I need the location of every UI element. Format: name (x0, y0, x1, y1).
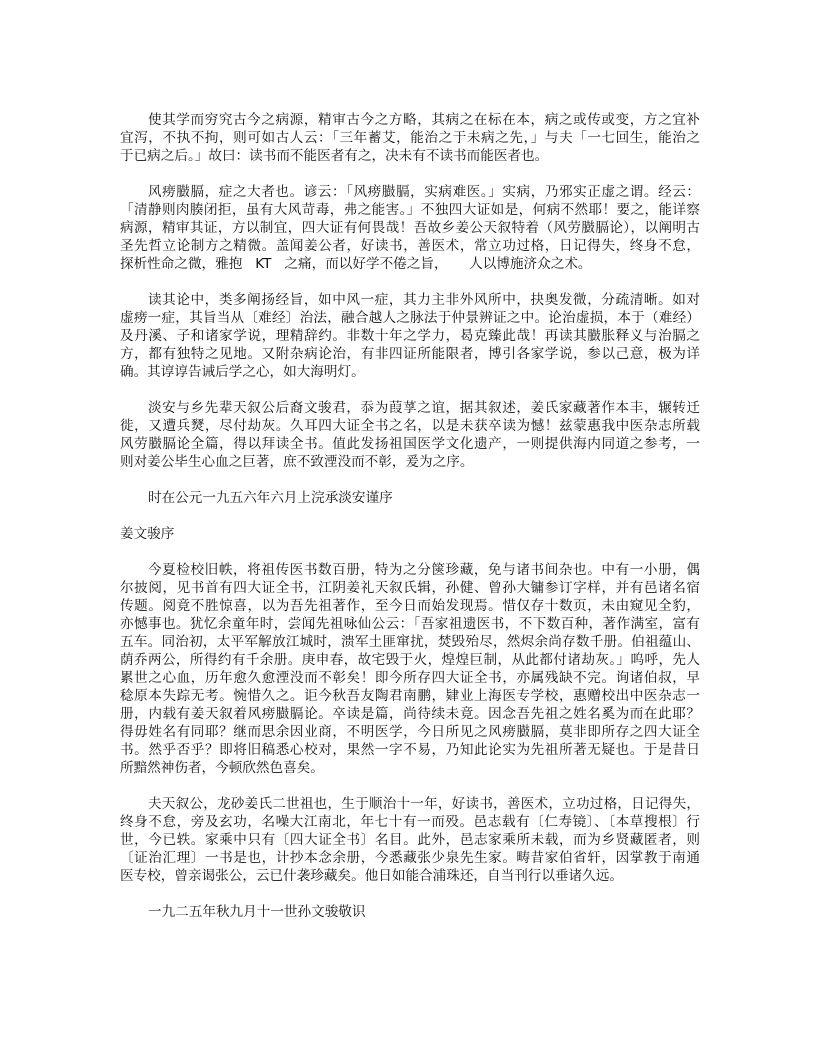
signature-line (120, 489, 700, 507)
text-line: 病源，精审其证，方以制宜，四大证有何畏哉！吾故乡姜公天叙特着（风劳臌膈论），以阐明古 (120, 220, 700, 236)
text-line: 医专校，曾亲谒张公，云已什袭珍藏矣。他日如能合浦珠还，自当刊行以垂诸久远。 (120, 868, 623, 884)
paragraph (120, 561, 700, 777)
text-line: 今夏检校旧帙，将祖传医书数百册，特为之分箧珍藏，免与诸书间杂也。中有一小册，偶 (148, 562, 700, 578)
text-line: 徙，又遭兵燹，尽付劫灰。久耳四大证全书之名，以是未获卒读为憾！兹蒙惠我中医杂志所载 (120, 418, 700, 434)
text-line: 稔原本失踪无考。惋惜久之。讵今秋吾友陶君南鹏，肄业上海医专学校，惠赠校出中医杂志一 (120, 688, 700, 704)
text-line: 使其学而穷究古今之病源，精审古今之方略，其病之在标在本，病之或传或变，方之宜补 (148, 112, 700, 128)
text-line: 读其论中，类多阐扬经旨，如中风一症，其力主非外风所中，抉奥发微，分疏清晰。如对 (148, 292, 700, 308)
document-page (120, 111, 700, 939)
signature-line (120, 903, 700, 921)
text-line: 尔披阅，见书首有四大证全书，江阴姜礼天叙氏辑，孙健、曾孙大镛参订字样，并有邑诸名宿 (120, 580, 700, 596)
text-line: 终身不怠，旁及玄功，名噪大江南北，年七十有一而殁。邑志载有〔仁寿镜〕、〔本草搜根〕行 (120, 814, 700, 830)
text-line: 确。其谆谆告诫后学之心，如大海明灯。 (120, 364, 365, 380)
text-line: 得毋姓名有同耶？继而思余因业商，不明医学，今日所见之风痨臌膈，莫非即所存之四大证全 (120, 724, 700, 740)
text-line: 姜文骏序 (120, 526, 175, 542)
text-line: 方，都有独特之见地。又附杂病论治，有非四证所能限者，博引各家学说，参以己意，极为详 (120, 346, 700, 362)
paragraph (120, 291, 700, 381)
text-line: 探析性命之微，雅抱 KT 之痛，而以好学不倦之旨， 人以博施济众之术。 (120, 256, 592, 272)
text-line: 亦憾事也。犹忆余童年时，尝闻先祖咏仙公云：「吾家祖遗医书，不下数百种，著作满室，富有 (120, 616, 700, 632)
text-line: 宜泻，不执不拘，则可如古人云：「三年蓄艾，能治之于未病之先，」与夫「一七回生，能治之 (120, 130, 700, 146)
text-line: 则对姜公毕生心血之巨著，庶不致湮没而不彰，爰为之序。 (120, 454, 474, 470)
text-line: 五车。同治初，太平军解放江城时，溃军土匪窜扰，焚毁殆尽，然烬余尚存数千册。伯祖蕴山、 (120, 634, 700, 650)
paragraph (120, 399, 700, 471)
text-line: 传题。阅竟不胜惊喜，以为吾先祖著作，至今日而始发现焉。惜仅存十数页，未由窥见全豹， (120, 598, 700, 614)
text-line: 荫乔两公，所得约有千余册。庚申春，故宅毁于火，煌煌巨制，从此都付诸劫灰。」呜呼，先人 (120, 652, 700, 668)
text-line: 风劳臌膈论全篇，得以拜读全书。值此发扬祖国医学文化遗产，一则提供海内同道之参考，一 (120, 436, 700, 452)
paragraph (120, 795, 700, 885)
text-line: 世，今已轶。家乘中只有〔四大证全书〕名目。此外，邑志家乘所未载，而为乡贤藏匿者，则 (120, 832, 700, 848)
text-line: 册，内载有姜天叙着风痨臌膈论。卒读是篇，尚待续未竟。因念吾先祖之姓名奚为而在此耶？ (120, 706, 700, 722)
text-line: 虚痨一症，其旨当从〔难经〕治法，融合越人之脉法于仲景辨证之中。论治虚损，本于（难经） (120, 310, 700, 326)
section-heading (120, 525, 700, 543)
text-line: 于已病之后。」故曰：读书而不能医者有之，决未有不读书而能医者也。 (120, 148, 549, 164)
text-line: 书。然乎否乎？即将旧稿悉心校对，果然一字不易，乃知此论实为先祖所著无疑也。于是昔日 (120, 742, 700, 758)
text-line: 风痨臌膈，症之大者也。谚云：「风痨臌膈，实病难医。」实病，乃邪实正虚之谓。经云： (148, 184, 700, 200)
text-line: 所黯然神伤者，今顿欣然色喜矣。 (120, 760, 324, 776)
paragraph (120, 111, 700, 165)
text-line: 及丹溪、子和诸家学说，理精辞约。非数十年之学力，曷克臻此哉！再读其臌胀释义与治膈之 (120, 328, 700, 344)
paragraph (120, 183, 700, 273)
text-line: 夫天叙公，龙砂姜氏二世祖也，生于顺治十一年，好读书，善医术，立功过格，日记得失， (148, 796, 700, 812)
text-line: 累世之心血，历年愈久愈湮没而不彰矣！即今所存四大证全书，亦属残缺不完。询诸伯叔，早 (120, 670, 700, 686)
text-line: 圣先哲立论制方之精微。盖闻姜公者，好读书，善医术，常立功过格，日记得失，终身不怠， (120, 238, 700, 254)
text-line: 〔证治汇理〕一书是也，计抄本念余册，今悉藏张少泉先生家。畴昔家伯省轩，因掌教于南通 (120, 850, 700, 866)
text-line: 时在公元一九五六年六月上浣承淡安谨序 (148, 490, 393, 506)
text-line: 一九二五年秋九月十一世孙文骏敬识 (148, 904, 366, 920)
text-line: 淡安与乡先辈天叙公后裔文骏君，忝为葭莩之谊，据其叙述，姜氏家藏著作本丰，辗转迁 (148, 400, 700, 416)
text-line: 「清静则肉腠闭拒，虽有大风苛毒，弗之能害。」不独四大证如是，何病不然耶！要之，能详察 (120, 202, 700, 218)
